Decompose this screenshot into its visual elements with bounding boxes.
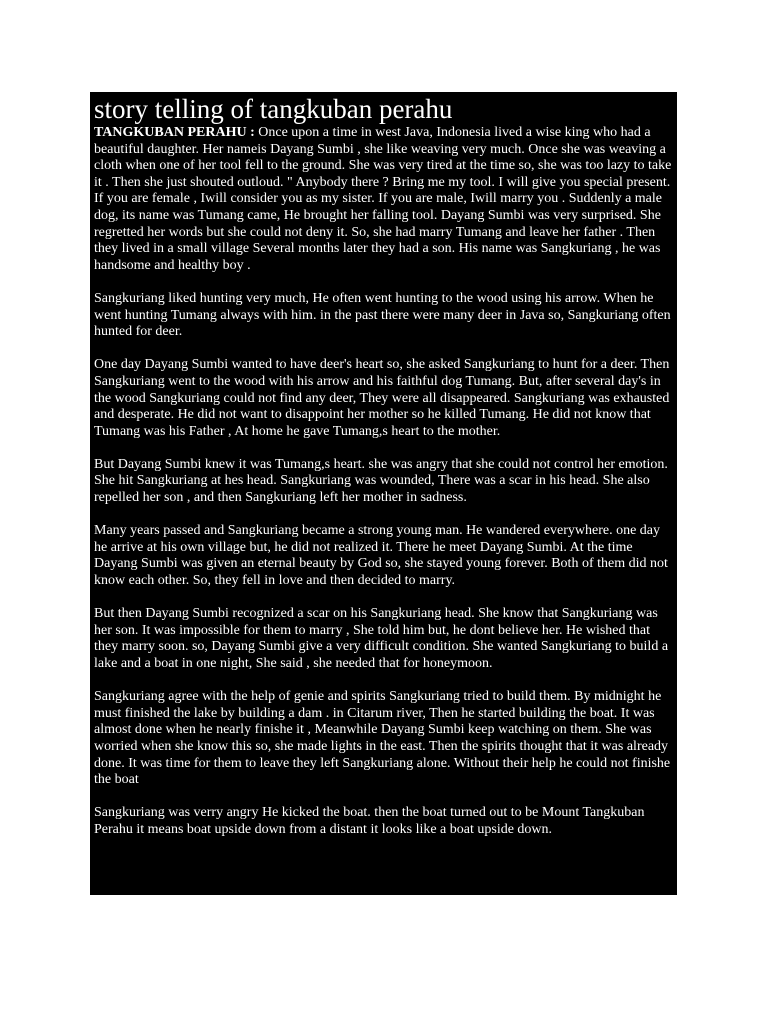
story-paragraph-8: Sangkuriang was verry angry He kicked the boat. then the boat turned out to be Mount Tangkuban Perahu it means boat upside down from a distant it looks like a boat upside down.: [94, 805, 645, 837]
story-paragraph-2: Sangkuriang liked hunting very much, He often went hunting to the wood using his arrow. When he went hunting Tumang always with him. in the past there were many deer in Java so, Sangkuriang often hunted for deer.: [94, 290, 671, 340]
story-paragraph-7: Sangkuriang agree with the help of genie and spirits Sangkuriang tried to build them. By midnight he must finished the lake by building a dam . in Citarum river, Then he started building the boat. It was almost done when he nearly finishe it , Meanwhile Dayang Sumbi keep watching on them. She was worried when she know this so, she made lights in the east. Then the spirits thought that it was already done. It was time for them to leave they left Sangkuriang alone. Without their help he could not finishe the boat: [94, 689, 671, 788]
page-title: story telling of tangkuban perahu: [94, 94, 453, 124]
story-paragraph-1-text: Once upon a time in west Java, Indonesia lived a wise king who had a beautiful daughter. Her nameis Dayang Sumbi , she like weaving very much. Once she was weaving a cloth when one of her tool fell to the ground. She was very tired at the time so, she was too lazy to take it . Then she just shouted outloud. " Anybody there ? Bring me my tool. I will give you special present. If you are female , Iwill consider you as my sister. If you are male, Iwill marry you . Suddenly a male dog, its name was Tumang came, He brought her falling tool. Dayang Sumbi was very surprised. She regretted her words but she could not deny it. So, she had marry Tumang and leave her father . Then they lived in a small village Several months later they had a son. His name was Sangkuriang , he was handsome and healthy boy .: [94, 125, 672, 273]
story-paragraph-4: But Dayang Sumbi knew it was Tumang,s heart. she was angry that she could not control her emotion. She hit Sangkuriang at hes head. Sangkuriang was wounded, There was a scar in his head. She also repelled her son , and then Sangkuriang left her mother in sadness.: [94, 456, 668, 506]
story-paragraph-1: [94, 125, 673, 274]
story-paragraph-5: Many years passed and Sangkuriang became a strong young man. He wandered everywhere. one day he arrive at his own village but, he did not realized it. There he meet Dayang Sumbi. At the time Dayang Sumbi was given an eternal beauty by God so, she stayed young forever. Both of them did not know each other. So, they fell in love and then decided to marry.: [94, 523, 668, 589]
story-lead: TANGKUBAN PERAHU :: [94, 125, 255, 140]
story-paragraph-6: But then Dayang Sumbi recognized a scar on his Sangkuriang head. She know that Sangkuriang was her son. It was impossible for them to marry , She told him but, he dont believe her. He wished that they marry soon. so, Dayang Sumbi give a very difficult condition. She wanted Sangkuriang to build a lake and a boat in one night, She said , she needed that for honeymoon.: [94, 606, 669, 671]
story-page: [90, 92, 677, 895]
story-paragraph-3: One day Dayang Sumbi wanted to have deer's heart so, she asked Sangkuriang to hunt for a deer. Then Sangkuriang went to the wood with his arrow and his faithful dog Tumang. But, after several day's in the wood Sangkuriang could not find any deer, They were all disappeared. Sangkuriang was exhausted and desperate. He did not want to disappoint her mother so he killed Tumang. He did not know that Tumang was his Father , At home he gave Tumang,s heart to the mother.: [94, 357, 670, 439]
